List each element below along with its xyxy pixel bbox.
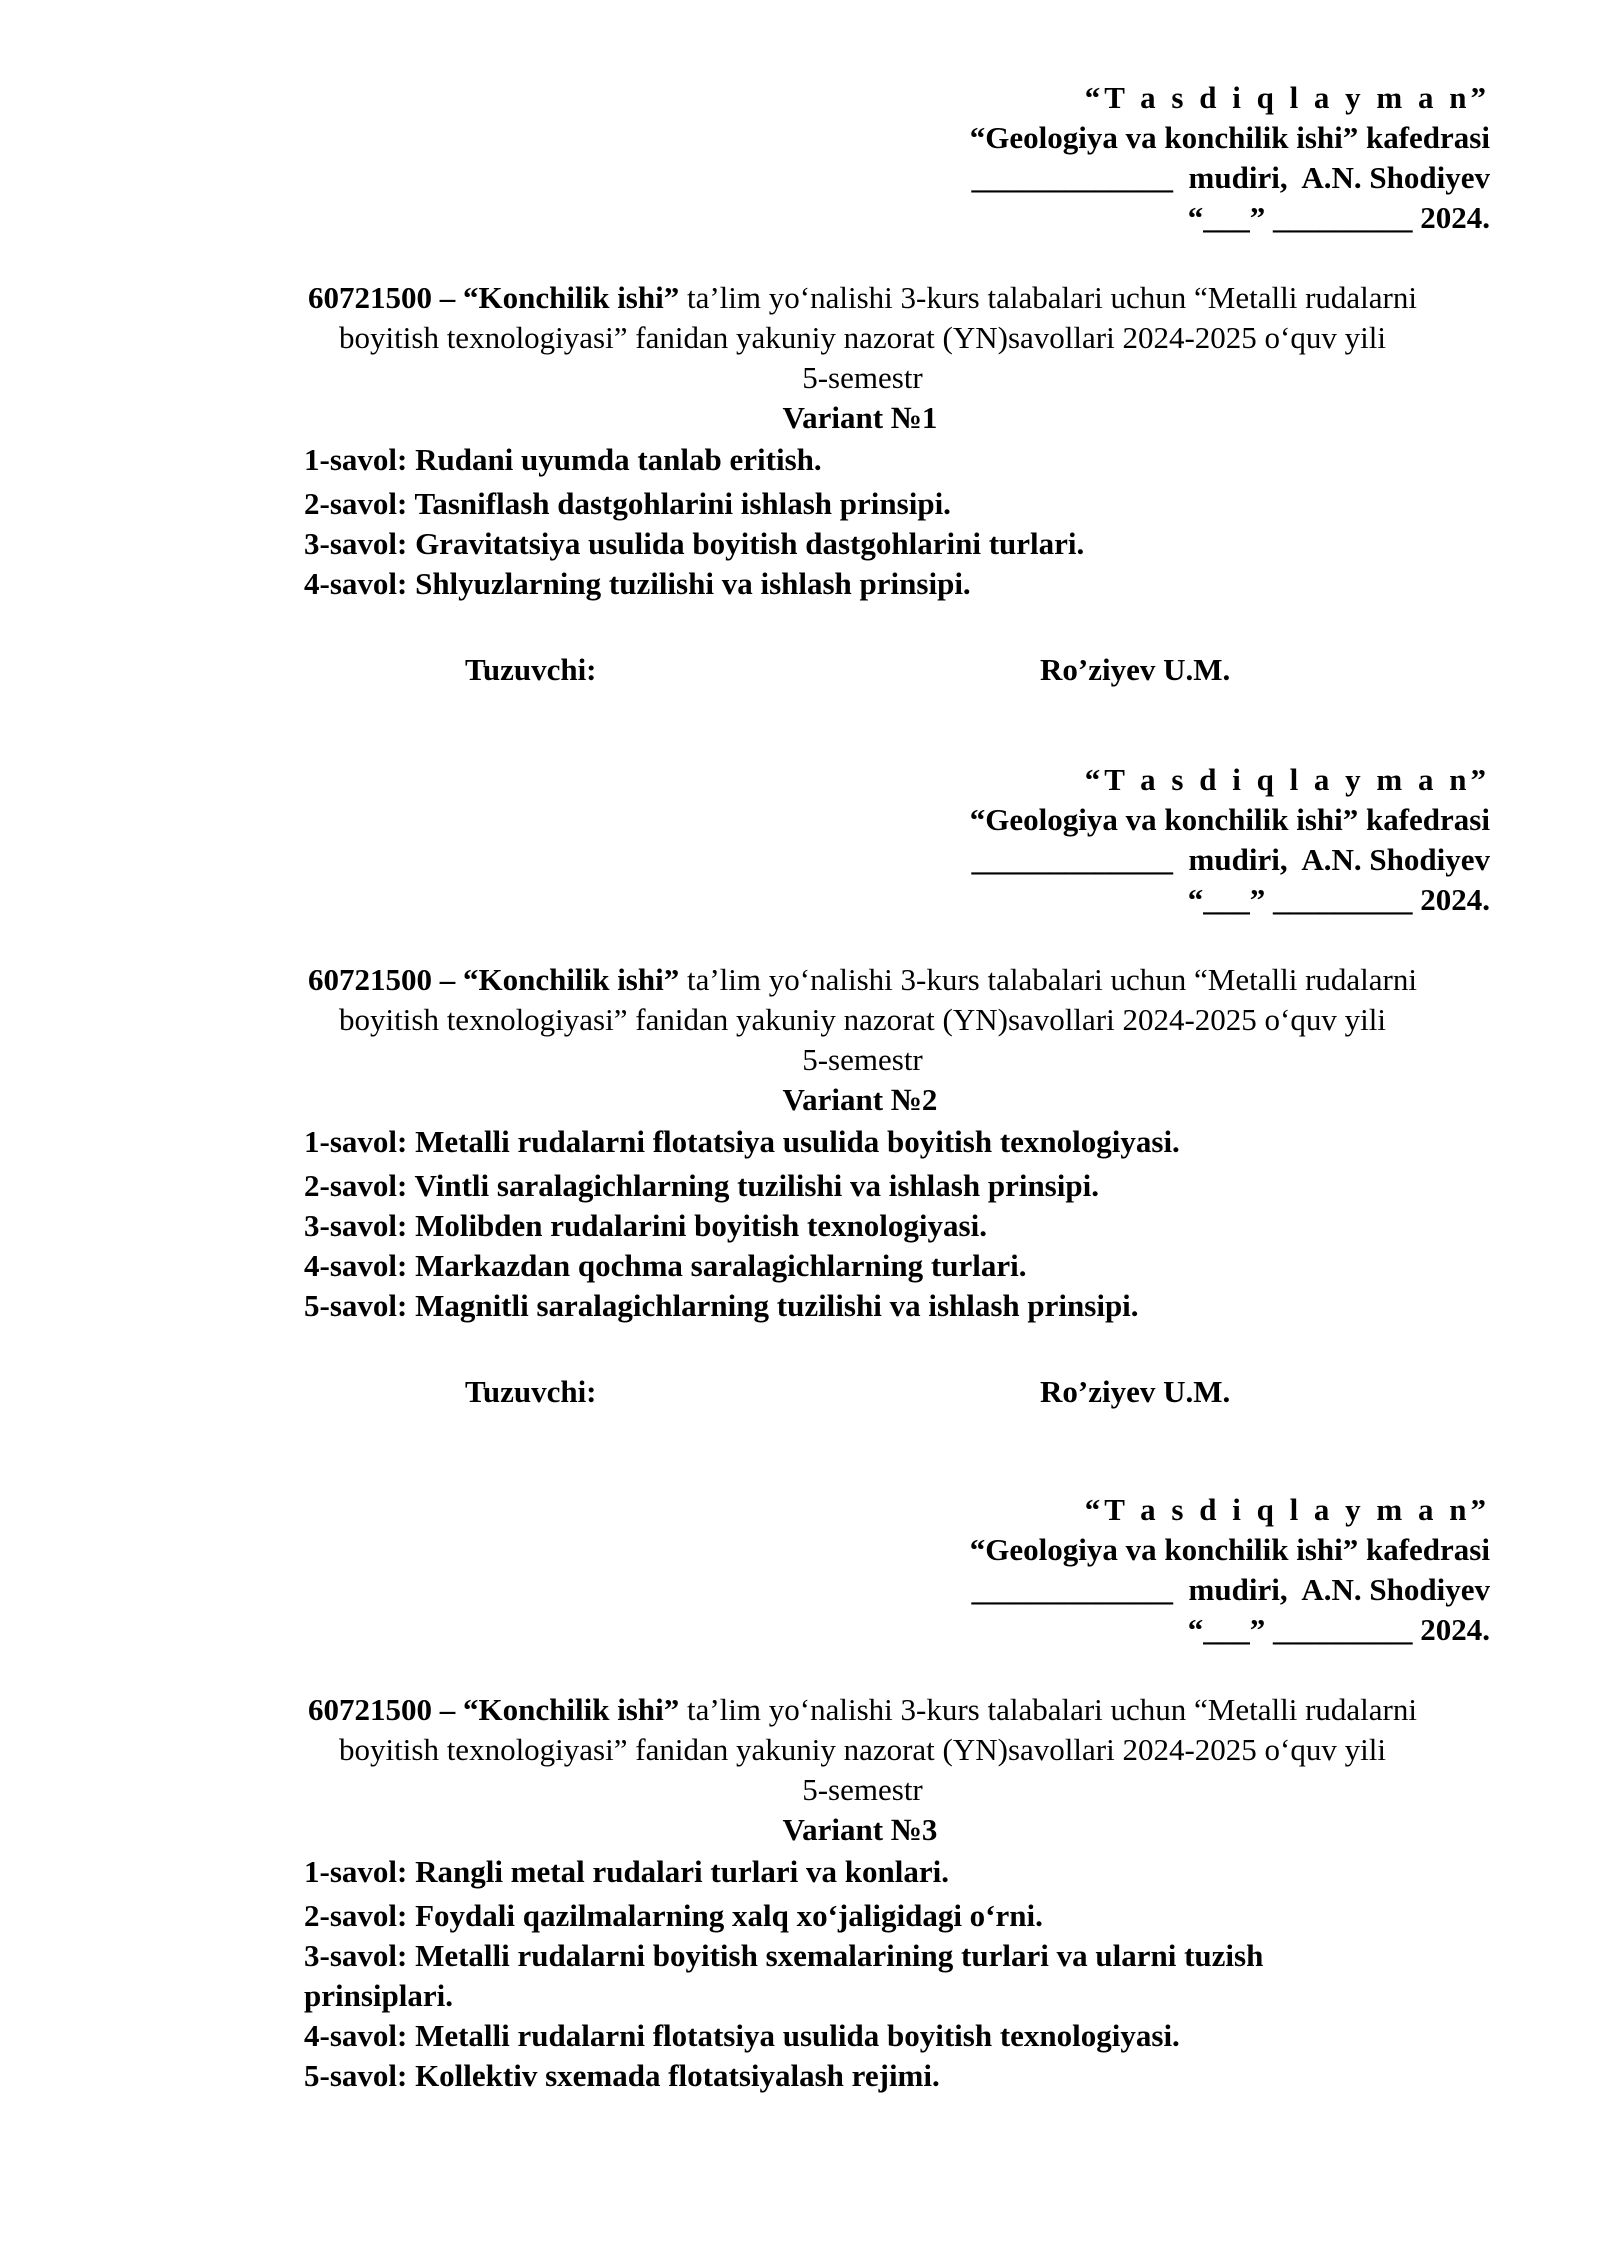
compiler-label: Tuzuvchi: <box>465 1374 597 1409</box>
program-code: 60721500 – “Konchilik ishi” <box>308 280 680 315</box>
heading-text-2: boyitish texnologiyasi” fanidan yakuniy nazorat (YN)savollari 2024-2025 oʻquv yili <box>339 1002 1386 1037</box>
question-item: 4-savol: Markazdan qochma saralagichlarning turlari. <box>304 1248 1027 1283</box>
exam-heading <box>230 278 1495 398</box>
approve-date: “___” _________ 2024. <box>1187 882 1490 917</box>
exam-heading <box>230 1690 1495 1810</box>
compiler-name: Ro’ziyev U.M. <box>1040 1374 1231 1409</box>
question-item: 2-savol: Tasniflash dastgohlarini ishlash prinsipi. <box>304 486 951 521</box>
question-item: 2-savol: Vintli saralagichlarning tuzilishi va ishlash prinsipi. <box>304 1168 1099 1203</box>
heading-text-1: ta’lim yoʻnalishi 3-kurs talabalari uchun “Metalli rudalarni <box>679 1692 1417 1727</box>
approve-date: “___” _________ 2024. <box>1187 200 1490 235</box>
approve-department: “Geologiya va konchilik ishi” kafedrasi <box>969 802 1490 837</box>
approve-title: “T a s d i q l a y m a n” <box>1084 80 1490 115</box>
approve-title: “T a s d i q l a y m a n” <box>1084 762 1490 797</box>
heading-text-2: boyitish texnologiyasi” fanidan yakuniy nazorat (YN)savollari 2024-2025 oʻquv yili <box>339 1732 1386 1767</box>
semester: 5-semestr <box>802 1042 923 1077</box>
question-item: 1-savol: Rangli metal rudalari turlari va konlari. <box>304 1854 949 1889</box>
exam-heading <box>230 960 1495 1080</box>
semester: 5-semestr <box>802 360 923 395</box>
question-item: 3-savol: Metalli rudalarni boyitish sxemalarining turlari va ularni tuzish <box>304 1938 1264 1973</box>
program-code: 60721500 – “Konchilik ishi” <box>308 1692 680 1727</box>
question-item: 3-savol: Molibden rudalarini boyitish texnologiyasi. <box>304 1208 987 1243</box>
question-item: 5-savol: Kollektiv sxemada flotatsiyalash rejimi. <box>304 2058 940 2093</box>
question-item: 1-savol: Metalli rudalarni flotatsiya usulida boyitish texnologiyasi. <box>304 1124 1180 1159</box>
approve-head: _____________ mudiri, A.N. Shodiyev <box>971 1572 1490 1607</box>
question-item: 4-savol: Shlyuzlarning tuzilishi va ishlash prinsipi. <box>304 566 971 601</box>
compiler-label: Tuzuvchi: <box>465 652 597 687</box>
approve-head: _____________ mudiri, A.N. Shodiyev <box>971 842 1490 877</box>
question-item-continuation: prinsiplari. <box>304 1978 454 2013</box>
approve-head: _____________ mudiri, A.N. Shodiyev <box>971 160 1490 195</box>
heading-text-2: boyitish texnologiyasi” fanidan yakuniy nazorat (YN)savollari 2024-2025 oʻquv yili <box>339 320 1386 355</box>
variant-title: Variant №3 <box>782 1812 938 1847</box>
question-item: 5-savol: Magnitli saralagichlarning tuzilishi va ishlash prinsipi. <box>304 1288 1139 1323</box>
semester: 5-semestr <box>802 1772 923 1807</box>
question-item: 2-savol: Foydali qazilmalarning xalq xoʻjaligidagi oʻrni. <box>304 1898 1043 1933</box>
question-item: 4-savol: Metalli rudalarni flotatsiya usulida boyitish texnologiyasi. <box>304 2018 1180 2053</box>
compiler-name: Ro’ziyev U.M. <box>1040 652 1231 687</box>
heading-text-1: ta’lim yoʻnalishi 3-kurs talabalari uchun “Metalli rudalarni <box>679 280 1417 315</box>
approve-title: “T a s d i q l a y m a n” <box>1084 1492 1490 1527</box>
approve-department: “Geologiya va konchilik ishi” kafedrasi <box>969 120 1490 155</box>
approve-date: “___” _________ 2024. <box>1187 1612 1490 1647</box>
question-item: 1-savol: Rudani uyumda tanlab eritish. <box>304 442 822 477</box>
heading-text-1: ta’lim yoʻnalishi 3-kurs talabalari uchun “Metalli rudalarni <box>679 962 1417 997</box>
question-item: 3-savol: Gravitatsiya usulida boyitish dastgohlarini turlari. <box>304 526 1085 561</box>
program-code: 60721500 – “Konchilik ishi” <box>308 962 680 997</box>
approve-department: “Geologiya va konchilik ishi” kafedrasi <box>969 1532 1490 1567</box>
variant-title: Variant №1 <box>782 400 938 435</box>
variant-title: Variant №2 <box>782 1082 938 1117</box>
